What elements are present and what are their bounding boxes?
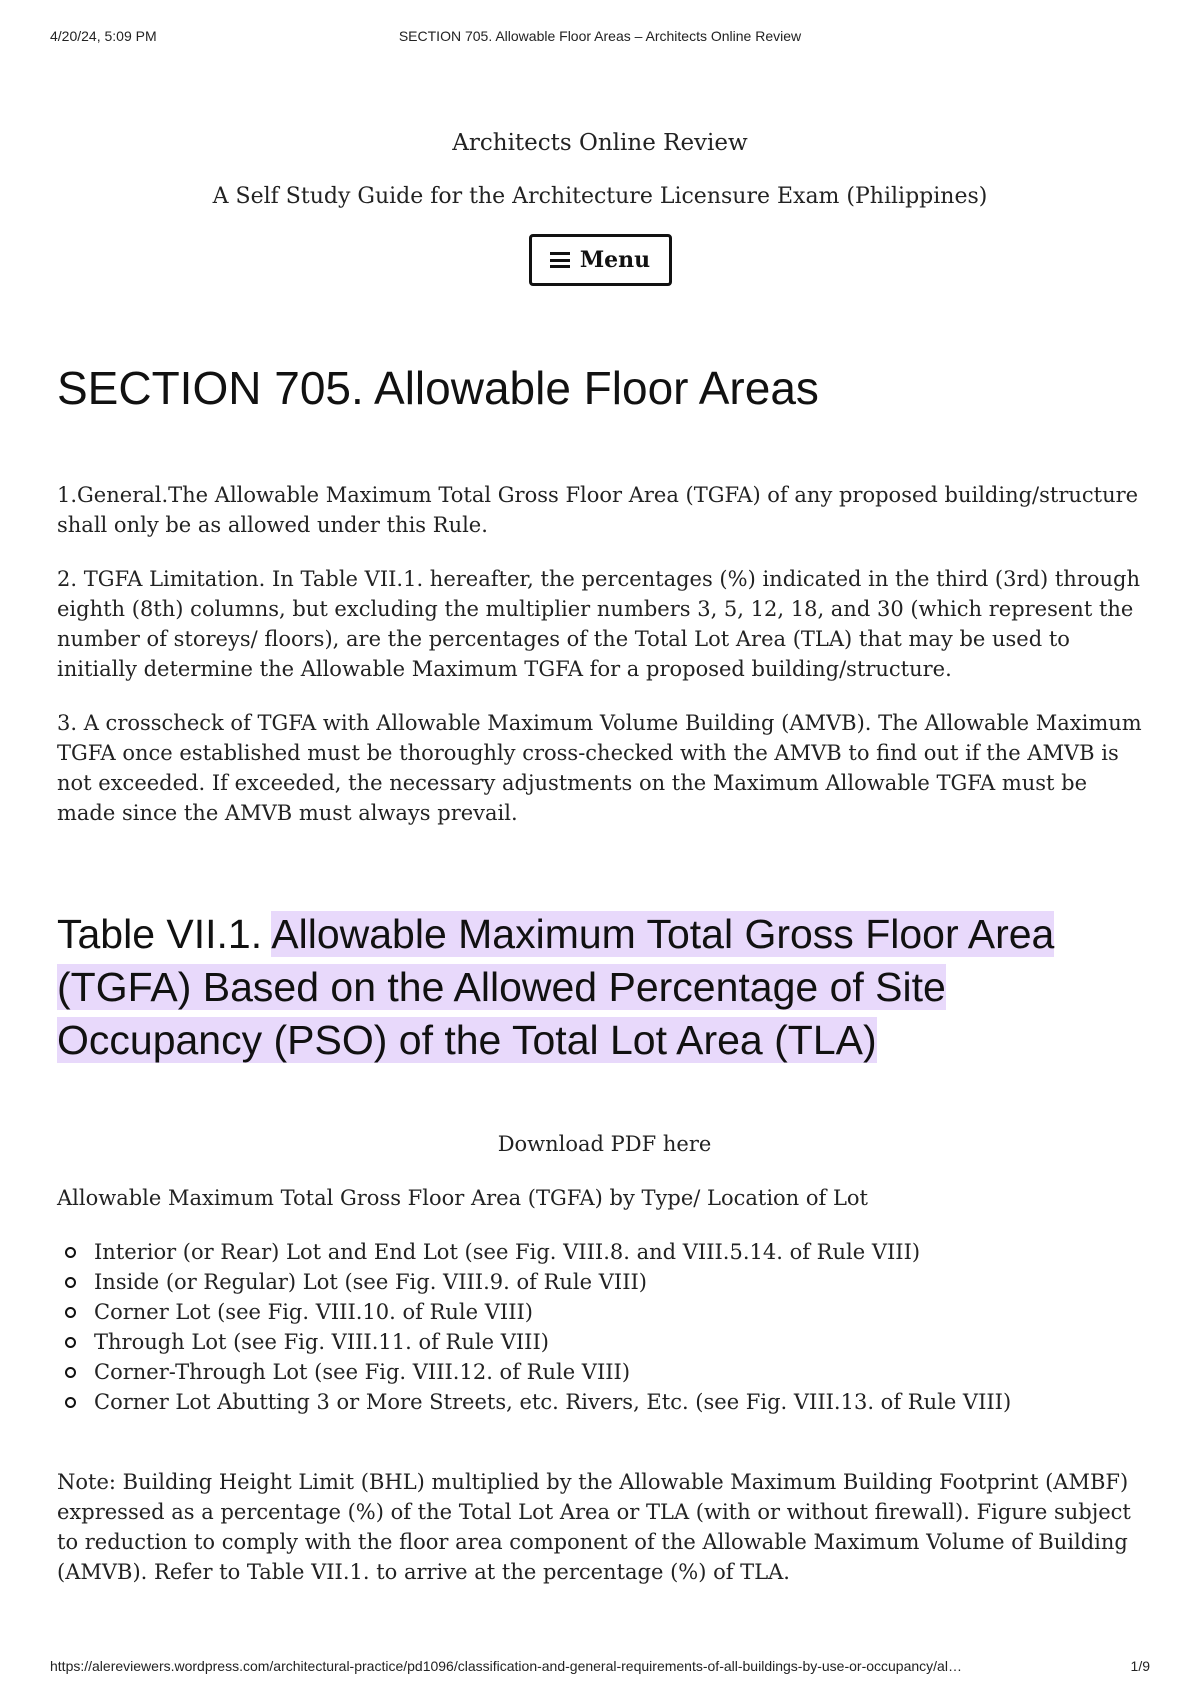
bullet-icon bbox=[65, 1277, 76, 1288]
lot-type-heading: Allowable Maximum Total Gross Floor Area (TGFA) by Type/ Location of Lot bbox=[57, 1186, 868, 1210]
site-tagline: A Self Study Guide for the Architecture Licensure Exam (Philippines) bbox=[212, 184, 988, 209]
page-url-link[interactable]: https://alereviewers.wordpress.com/architectural-practice/pd1096/classification-and-general-requirements-of-all-buildings-by-use-or-occupancy/al… bbox=[50, 1658, 962, 1674]
list-item-text: Interior (or Rear) Lot and End Lot (see Fig. VIII.8. and VIII.5.14. of Rule VIII) bbox=[94, 1240, 921, 1264]
lot-type-list bbox=[57, 1237, 1152, 1417]
list-item bbox=[57, 1327, 1152, 1357]
paragraph-crosscheck: 3. A crosscheck of TGFA with Allowable Maximum Volume Building (AMVB). The Allowable Maximum TGFA once established must be thoroughly cross-checked with the AMVB to find out if the AMVB is not exceeded. If exceeded, the necessary adjustments on the Maximum Allowable TGFA must be made since the AMVB must always prevail. bbox=[57, 711, 1142, 825]
article-content bbox=[57, 358, 1152, 1587]
print-document-title: SECTION 705. Allowable Floor Areas – Architects Online Review bbox=[398, 28, 802, 44]
bullet-icon bbox=[65, 1307, 76, 1318]
list-item-text: Corner Lot Abutting 3 or More Streets, etc. Rivers, Etc. (see Fig. VIII.13. of Rule VIII) bbox=[94, 1390, 1012, 1414]
note-paragraph: Note: Building Height Limit (BHL) multiplied by the Allowable Maximum Building Footprint (AMBF) expressed as a percentage (%) of the Total Lot Area or TLA (with or without firewall). Figure subject to reduction to comply with the floor area component of the Allowable Maximum Volume of Building (AMVB). Refer to Table VII.1. to arrive at the percentage (%) of TLA. bbox=[57, 1470, 1131, 1584]
bullet-icon bbox=[65, 1247, 76, 1258]
list-item bbox=[57, 1357, 1152, 1387]
list-item bbox=[57, 1267, 1152, 1297]
list-item bbox=[57, 1297, 1152, 1327]
list-item-text: Corner Lot (see Fig. VIII.10. of Rule VIII) bbox=[94, 1300, 533, 1324]
table-heading-highlight: Allowable Maximum Total Gross Floor Area (TGFA) Based on the Allowed Percentage of Site Occupancy (PSO) of the Total Lot Area (TLA) bbox=[57, 911, 1055, 1063]
print-header bbox=[50, 28, 1150, 48]
paragraph-general: 1.General.The Allowable Maximum Total Gross Floor Area (TGFA) of any proposed building/structure shall only be as allowed under this Rule. bbox=[57, 483, 1139, 537]
site-title: Architects Online Review bbox=[452, 130, 748, 156]
list-item bbox=[57, 1387, 1152, 1417]
hamburger-icon bbox=[550, 252, 570, 268]
print-footer bbox=[50, 1658, 1150, 1678]
menu-button[interactable] bbox=[529, 234, 672, 286]
site-title-link[interactable] bbox=[0, 128, 1200, 158]
bullet-icon bbox=[65, 1397, 76, 1408]
paragraph-tgfa-limitation: 2. TGFA Limitation. In Table VII.1. hereafter, the percentages (%) indicated in the third (3rd) through eighth (8th) columns, but excluding the multiplier numbers 3, 5, 12, 18, and 30 (which represent the number of storeys/ floors), are the percentages of the Total Lot Area (TLA) that may be used to initially determine the Allowable Maximum TGFA for a proposed building/structure. bbox=[57, 567, 1140, 681]
site-header bbox=[0, 128, 1200, 286]
download-pdf-link[interactable]: Download PDF here bbox=[497, 1132, 712, 1156]
list-item-text: Inside (or Regular) Lot (see Fig. VIII.9. of Rule VIII) bbox=[94, 1270, 647, 1294]
list-item bbox=[57, 1237, 1152, 1267]
list-item-text: Corner-Through Lot (see Fig. VIII.12. of Rule VIII) bbox=[94, 1360, 631, 1384]
table-heading bbox=[57, 908, 1152, 1067]
list-item-text: Through Lot (see Fig. VIII.11. of Rule VIII) bbox=[94, 1330, 549, 1354]
bullet-icon bbox=[65, 1337, 76, 1348]
menu-button-label: Menu bbox=[579, 247, 651, 273]
page-title: SECTION 705. Allowable Floor Areas bbox=[57, 362, 819, 414]
print-datetime: 4/20/24, 5:09 PM bbox=[50, 28, 157, 44]
page-number: 1/9 bbox=[1130, 1658, 1150, 1674]
bullet-icon bbox=[65, 1367, 76, 1378]
table-heading-prefix: Table VII.1. bbox=[57, 911, 272, 957]
